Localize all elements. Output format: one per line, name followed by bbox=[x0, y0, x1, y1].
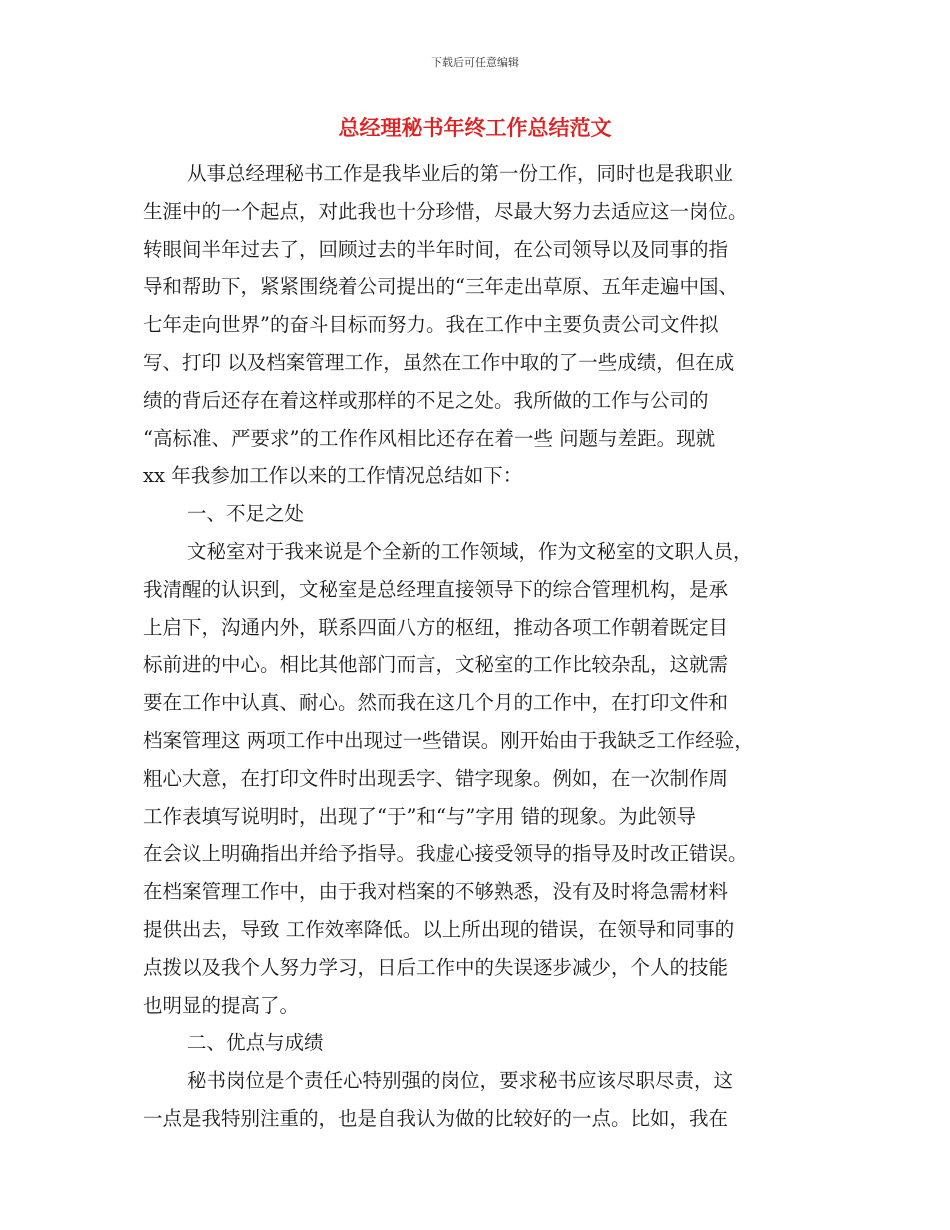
body-line: 秘书岗位是个责任心特别强的岗位，要求秘书应该尽职尽责，这 bbox=[187, 1069, 734, 1093]
body-line: 写、打印 以及档案管理工作，虽然在工作中取的了一些成绩，但在成 bbox=[143, 351, 735, 374]
body-line: xx 年我参加工作以来的工作情况总结如下： bbox=[143, 464, 523, 488]
body-line: 点拨以及我个人努力学习，日后工作中的失误逐步减少，个人的技能 bbox=[143, 955, 729, 979]
document-title: 总经理秘书年终工作总结范文 bbox=[338, 116, 612, 140]
body-line: 一点是我特别注重的，也是自我认为做的比较好的一点。比如，我在 bbox=[143, 1107, 729, 1130]
body-line: 标前进的中心。相比其他部门而言，文秘室的工作比较杂乱，这就需 bbox=[143, 653, 729, 677]
body-line: 也明显的提高了。 bbox=[143, 993, 300, 1017]
body-line: 一、不足之处 bbox=[187, 502, 305, 526]
body-line: 要在工作中认真、耐心。然而我在这几个月的工作中，在打印文件和 bbox=[143, 691, 729, 715]
body-line: 二、优点与成绩 bbox=[187, 1031, 324, 1055]
body-line: 我清醒的认识到，文秘室是总经理直接领导下的综合管理机构，是承 bbox=[143, 577, 729, 601]
body-line: 在会议上明确指出并给予指导。我虚心接受领导的指导及时改正错误。 bbox=[143, 842, 748, 866]
body-line: 绩的背后还存在着这样或那样的不足之处。我所做的工作与公司的 bbox=[143, 388, 709, 412]
body-line: 生涯中的一个起点，对此我也十分珍惜，尽最大努力去适应这一岗位。 bbox=[143, 199, 748, 223]
body-line: 导和帮助下，紧紧围绕着公司提出的“三年走出草原、五年走遍中国、 bbox=[143, 275, 738, 299]
page-header: 下载后可任意编辑 bbox=[431, 56, 519, 69]
body-line: 工作表填写说明时，出现了“于”和“与”字用 错的现象。为此领导 bbox=[143, 804, 697, 828]
body-line: 提供出去，导致 工作效率降低。以上所出现的错误，在领导和同事的 bbox=[143, 918, 735, 941]
body-line: 文秘室对于我来说是个全新的工作领域，作为文秘室的文职人员， bbox=[187, 540, 753, 563]
body-line: 转眼间半年过去了，回顾过去的半年时间，在公司领导以及同事的指 bbox=[143, 237, 729, 261]
body-line: 在档案管理工作中，由于我对档案的不够熟悉，没有及时将急需材料 bbox=[143, 880, 729, 904]
body-line: 粗心大意，在打印文件时出现丢字、错字现象。例如，在一次制作周 bbox=[143, 766, 729, 790]
body-line: “高标准、严要求”的工作作风相比还存在着一些 问题与差距。现就 bbox=[143, 426, 716, 450]
body-line: 从事总经理秘书工作是我毕业后的第一份工作，同时也是我职业 bbox=[187, 162, 734, 185]
body-line: 上启下，沟通内外，联系四面八方的枢纽，推动各项工作朝着既定目 bbox=[143, 615, 729, 639]
body-line: 七年走向世界”的奋斗目标而努力。我在工作中主要负责公司文件拟 bbox=[143, 313, 719, 337]
body-line: 档案管理这 两项工作中出现过一些错误。刚开始由于我缺乏工作经验， bbox=[143, 729, 754, 752]
